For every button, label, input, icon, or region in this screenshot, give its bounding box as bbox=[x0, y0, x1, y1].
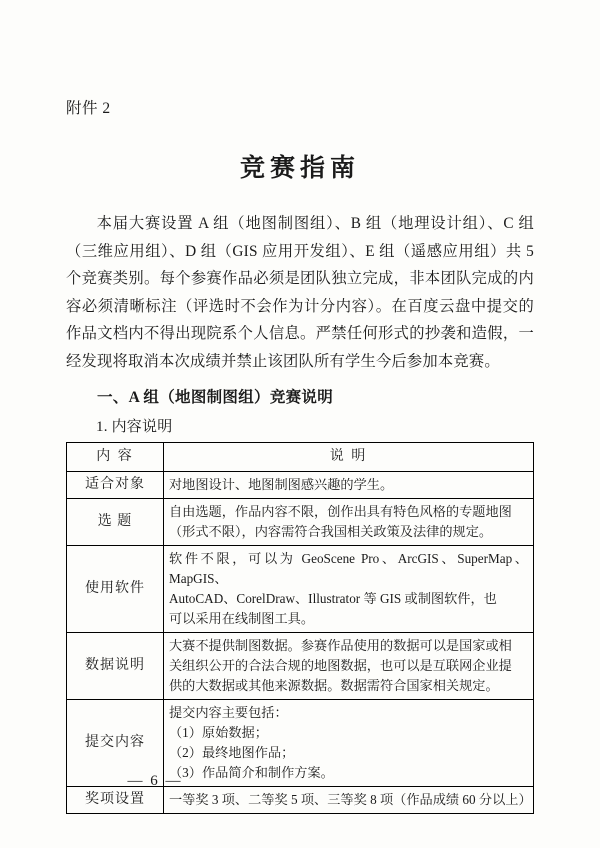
page-content bbox=[66, 96, 534, 814]
row-line: 关组织公开的合法合规的地图数据，也可以是互联网企业提 bbox=[169, 658, 512, 673]
table-header-description: 说 明 bbox=[164, 443, 534, 472]
table-row bbox=[67, 787, 534, 814]
table-row bbox=[67, 472, 534, 499]
page-title: 竞赛指南 bbox=[239, 155, 360, 182]
table-header-content: 内 容 bbox=[67, 443, 164, 472]
row-line: 大赛不提供制图数据。参赛作品使用的数据可以是国家或相 bbox=[169, 638, 512, 653]
row-description bbox=[164, 787, 534, 814]
row-line: 软件不限，可以为 GeoScene Pro、ArcGIS、SuperMap、MapGIS、 bbox=[169, 551, 528, 586]
intro-paragraph: 本届大赛设置 A 组（地图制图组）、B 组（地理设计组）、C 组（三维应用组）、D 组（GIS 应用开发组）、E 组（遥感应用组）共 5 个竞赛类别。每个参赛作品必须是团队独立完成，非本团队完成的内容必须清晰标注（评选时不会作为计分内容）。在百度云盘中提交的作品文档内不得出现院系个人信息。严禁任何形式的抄袭和造假，一经发现将取消本次成绩并禁止该团队所有学生今后参加本竞赛。 bbox=[66, 215, 534, 370]
row-label: 数据说明 bbox=[67, 633, 164, 700]
row-label: 适合对象 bbox=[67, 472, 164, 499]
row-description bbox=[164, 633, 534, 700]
section-heading-group-a: 一、A 组（地图制图组）竞赛说明 bbox=[97, 389, 334, 406]
row-line: 一等奖 3 项、二等奖 5 项、三等奖 8 项（作品成绩 60 分以上） bbox=[169, 792, 532, 807]
row-line: 自由选题，作品内容不限，创作出具有特色风格的专题地图 bbox=[169, 504, 512, 519]
row-description bbox=[164, 499, 534, 546]
table-row bbox=[67, 633, 534, 700]
row-label: 奖项设置 bbox=[67, 787, 164, 814]
row-label: 选 题 bbox=[67, 499, 164, 546]
table-row bbox=[67, 546, 534, 633]
row-line: （2）最终地图作品； bbox=[169, 745, 295, 760]
page-number: — 6 — bbox=[127, 773, 183, 789]
row-description bbox=[164, 546, 534, 633]
page-footer bbox=[0, 773, 600, 790]
row-line: 对地图设计、地图制图感兴趣的学生。 bbox=[169, 477, 394, 492]
row-line: （形式不限），内容需符合我国相关政策及法律的规定。 bbox=[169, 524, 493, 539]
row-description bbox=[164, 472, 534, 499]
row-label: 提交内容 bbox=[67, 700, 164, 787]
table-header-row bbox=[67, 443, 534, 472]
row-line: 供的大数据或其他来源数据。数据需符合国家相关规定。 bbox=[169, 678, 499, 693]
row-line: AutoCAD、CorelDraw、Illustrator 等 GIS 或制图软件，也 bbox=[169, 591, 497, 606]
row-line: 可以采用在线制图工具。 bbox=[169, 611, 315, 626]
competition-guide-table bbox=[66, 442, 534, 814]
row-line: （3）作品简介和制作方案。 bbox=[169, 765, 334, 780]
attachment-label: 附件 2 bbox=[66, 100, 111, 117]
table-row bbox=[67, 499, 534, 546]
sub-heading-content-description: 1. 内容说明 bbox=[96, 419, 173, 435]
row-label: 使用软件 bbox=[67, 546, 164, 633]
row-line: （1）原始数据； bbox=[169, 725, 268, 740]
row-line: 提交内容主要包括： bbox=[169, 705, 288, 720]
